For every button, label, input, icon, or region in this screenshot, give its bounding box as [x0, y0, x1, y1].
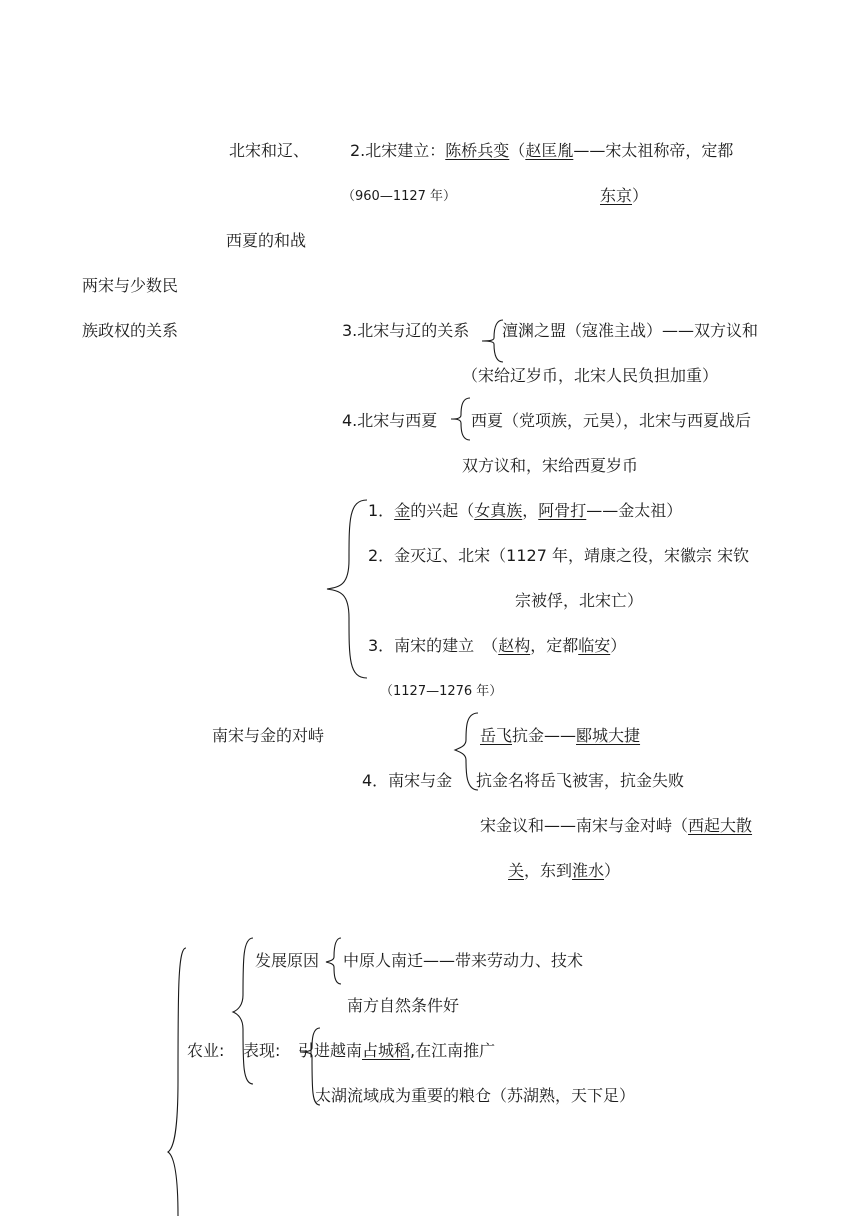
- term-xiqi: 西起: [688, 816, 721, 835]
- jin-item-3-c: ）: [610, 636, 627, 655]
- term-chenqiao-mutiny: 陈桥兵变: [445, 141, 510, 160]
- term-dasan: 大散: [720, 816, 753, 835]
- section-title-south-song: 南宋与金的对峙: [212, 726, 325, 745]
- agri-perf-1-b: ,在江南推广: [410, 1041, 496, 1060]
- item-2-rest: ——宋太祖称帝，定都: [573, 141, 734, 160]
- item-3-chanyuan-treaty: 澶渊之盟（寇准主战）——双方议和: [502, 321, 759, 340]
- agri-reason-1: 中原人南迁——带来劳动力、技术: [343, 951, 584, 970]
- term-yuefei: 岳飞: [480, 726, 513, 745]
- agri-perf-2: 太湖流域成为重要的粮仓（苏湖熟，天下足）: [315, 1086, 636, 1105]
- item-4-peace: 双方议和，宋给西夏岁币: [462, 456, 639, 475]
- agri-perf-label: 表现:: [243, 1041, 281, 1060]
- section-title-north-song: 北宋和辽、: [229, 141, 310, 160]
- jin-item-4-label: 4．南宋与金: [362, 771, 453, 790]
- jin-item-2: 2．金灭辽、北宋（1127 年，靖康之役，宋徽宗 宋钦: [368, 546, 750, 565]
- agri-perf-1: [298, 1041, 495, 1061]
- jin-item-4-kangjin: 抗金——: [512, 726, 577, 745]
- jin-item-4-peace: [480, 816, 752, 836]
- bracket-nansong-jin-sub: [455, 713, 478, 790]
- term-nvzhen: 女真族: [474, 501, 523, 520]
- section-title-north-song-cont: 西夏的和战: [226, 231, 307, 250]
- agri-reason-label: 发展原因: [255, 951, 320, 970]
- agri-perf-1-a: 引进越南: [298, 1041, 363, 1060]
- jin-item-4-border-c: ）: [604, 861, 621, 880]
- item-3-label: 3.北宋与辽的关系: [342, 321, 470, 340]
- jin-item-1-d: ——金太祖）: [586, 501, 683, 520]
- agri-reason-2: 南方自然条件好: [347, 996, 460, 1015]
- jin-item-4-peace-a: 宋金议和——南宋与金对峙（: [480, 816, 689, 835]
- item-2-prefix: 2.北宋建立：: [350, 141, 446, 160]
- jin-item-2-cont: 宗被俘，北宋亡）: [515, 591, 644, 610]
- jin-item-1-b: 的兴起（: [410, 501, 475, 520]
- item-2-capital: [600, 186, 648, 206]
- jin-item-4-border: [508, 861, 620, 881]
- item-2-lparen: （: [509, 141, 526, 160]
- term-zhao-kuangyin: 赵匡胤: [525, 141, 574, 160]
- jin-item-3-b: ，定都: [530, 636, 579, 655]
- term-guan: 关: [508, 861, 525, 880]
- agri-title: 农业:: [187, 1041, 225, 1060]
- term-zhancheng-rice: 占城稻: [362, 1041, 411, 1060]
- period-south-song: （1127—1276 年）: [380, 684, 503, 699]
- jin-item-4-failure: 抗金名将岳飞被害，抗金失败: [476, 771, 685, 790]
- term-yancheng-victory: 郾城大捷: [576, 726, 641, 745]
- bracket-song-liao: [482, 320, 503, 362]
- item-2-rparen: ）: [632, 186, 649, 205]
- bracket-nansong-jin: [327, 500, 367, 678]
- jin-item-1-c: ，: [522, 501, 539, 520]
- item-2-north-song-founding: [350, 141, 733, 161]
- term-dongjing: 东京: [600, 186, 633, 205]
- jin-item-4-border-b: ，东到: [524, 861, 573, 880]
- bracket-agriculture: [168, 948, 186, 1216]
- jin-item-1-num: 1．: [368, 501, 395, 520]
- bracket-reasons: [326, 938, 341, 984]
- main-topic-line2: 族政权的关系: [82, 321, 179, 340]
- bracket-agri-sub: [233, 938, 253, 1084]
- item-4-label: 4.北宋与西夏: [342, 411, 438, 430]
- term-jin: 金: [394, 501, 411, 520]
- jin-item-3: [368, 636, 626, 656]
- jin-item-3-a: 3．南宋的建立 （: [368, 636, 499, 655]
- item-4-xixia: 西夏（党项族，元昊），北宋与西夏战后: [471, 411, 752, 430]
- term-huaishui: 淮水: [572, 861, 605, 880]
- jin-item-4-yuefei: [480, 726, 640, 746]
- jin-item-1: [368, 501, 682, 521]
- term-zhaogou: 赵构: [498, 636, 531, 655]
- period-north-song: （960—1127 年）: [342, 189, 457, 204]
- bracket-song-xixia: [451, 398, 470, 440]
- term-linan: 临安: [578, 636, 611, 655]
- item-3-tribute: （宋给辽岁币，北宋人民负担加重）: [462, 366, 719, 385]
- term-aguda: 阿骨打: [538, 501, 587, 520]
- main-topic-line1: 两宋与少数民: [82, 276, 179, 295]
